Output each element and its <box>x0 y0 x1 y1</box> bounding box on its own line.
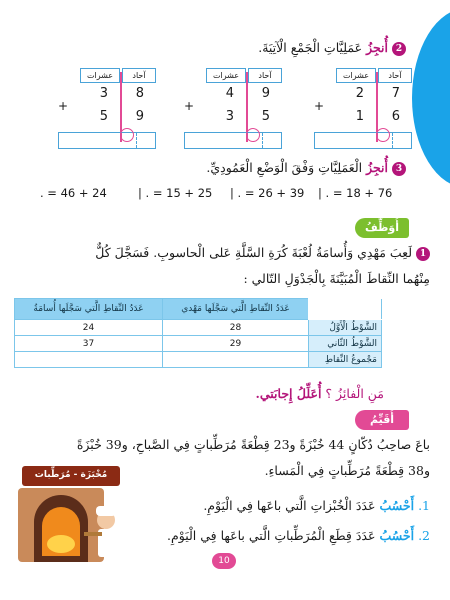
scores-table <box>14 298 382 368</box>
units-header: آحاد <box>248 68 282 83</box>
bakery-sign: مُخْبَزَة - مُرَطِّبات <box>34 470 108 480</box>
section-tag-apply: أُوَظِّفُ <box>355 218 409 238</box>
problem-line: باعَ صاحِبُ دُكّانٍ 44 خُبْزَةً و23 قِطْعَةً مُرَطِّباتٍ فِي الصَّباحِ، و39 خُبْزَةً <box>76 437 430 452</box>
problem-number-badge: 1 <box>416 247 430 261</box>
question-text: مَنِ الْفائِزُ ؟ <box>325 386 384 401</box>
row-label: مَجْموعُ النِّقاطِ <box>309 352 382 368</box>
question-2 <box>167 528 430 543</box>
digit: 5 <box>99 109 108 124</box>
decorative-blue-arc <box>412 8 450 188</box>
row-label: الشَّوْطُ الْأَوَّلُ <box>309 320 382 336</box>
answer-box[interactable] <box>58 132 156 149</box>
cell-osama-total[interactable] <box>15 352 163 368</box>
problem-line: و38 قِطْعَةً مُرَطِّباتٍ فِي الْمَساءِ. <box>264 463 430 478</box>
cell-osama: 24 <box>15 320 163 336</box>
digit: 7 <box>391 86 400 101</box>
question-verb: أَحْسُبُ <box>379 528 415 543</box>
exercise-instruction: عَمَلِيَّاتِ الْجَمْعِ الْآتِيَةَ. <box>258 40 363 55</box>
digit: 3 <box>99 86 108 101</box>
question-text: عَدَدَ الْخُبْزاتِ الَّتي باعَها فِي الْيَوْمِ. <box>203 498 376 513</box>
digit: 2 <box>355 86 364 101</box>
bakery-image <box>14 466 126 566</box>
row-label: الشَّوْطُ الثّاني <box>309 336 382 352</box>
question-number: 1. <box>418 498 430 513</box>
winner-question <box>256 386 385 401</box>
answer-box[interactable] <box>184 132 282 149</box>
addition-block-1 <box>314 62 414 152</box>
table-row <box>15 352 382 368</box>
exercise-number-badge: 2 <box>392 42 406 56</box>
tens-header: عشرات <box>206 68 246 83</box>
digit: 9 <box>135 109 144 124</box>
exercise-verb: أُنجِزُ <box>366 160 389 175</box>
question-text: عَدَدَ قِطَعِ الْمُرَطِّباتِ الَّتي باعَها فِي الْيَوْمِ. <box>167 528 376 543</box>
carry-circle[interactable] <box>120 128 134 142</box>
problem-line: مِنْهُما النِّقاطَ الْمُبَيَّنَةَ بِالْجَدْوَلِ التّالي : <box>243 271 430 286</box>
exercise-2-heading <box>258 40 406 56</box>
answer-box[interactable] <box>314 132 412 149</box>
plus-sign: + <box>314 99 325 113</box>
exercise-3-heading <box>206 160 406 176</box>
plus-sign: + <box>184 99 195 113</box>
cell-mahdi-total[interactable] <box>163 352 309 368</box>
cell-osama: 37 <box>15 336 163 352</box>
digit: 1 <box>355 109 364 124</box>
digit: 5 <box>261 109 270 124</box>
column-header-mahdi: عَدَدُ النِّقاطِ الَّتي سَجَّلَها مَهْدي <box>163 299 309 320</box>
digit: 8 <box>135 86 144 101</box>
horizontal-operation: . = 46 + 24 <box>40 186 107 200</box>
tens-header: عشرات <box>336 68 376 83</box>
bakery-illustration <box>14 466 126 566</box>
horizontal-operation: | . = 18 + 76 <box>318 186 393 200</box>
digit: 3 <box>225 109 234 124</box>
units-header: آحاد <box>378 68 412 83</box>
exercise-instruction: الْعَمَلِيَّاتِ وَفْقَ الْوَضْعِ الْعَمُودِيِّ. <box>206 160 363 175</box>
tens-header: عشرات <box>80 68 120 83</box>
exercise-verb: أُنجِزُ <box>366 40 389 55</box>
horizontal-operation: | . = 26 + 39 <box>230 186 305 200</box>
carry-circle[interactable] <box>246 128 260 142</box>
problem-1-text <box>95 240 430 292</box>
digit: 6 <box>391 109 400 124</box>
exercise-number-badge: 3 <box>392 162 406 176</box>
question-1 <box>203 498 430 513</box>
page-number: 10 <box>212 553 236 569</box>
table-row <box>15 320 382 336</box>
digit: 9 <box>261 86 270 101</box>
horizontal-operation: | . = 15 + 25 <box>138 186 213 200</box>
problem-2-text <box>77 432 430 484</box>
table-row <box>15 336 382 352</box>
addition-block-3 <box>58 62 158 152</box>
addition-block-2 <box>184 62 284 152</box>
units-header: آحاد <box>122 68 156 83</box>
plus-sign: + <box>58 99 69 113</box>
cell-mahdi: 28 <box>163 320 309 336</box>
problem-line: لَعِبَ مَهْدِي وَأُسامَةُ لُعْبَةَ كُرَةِ السَّلَّةِ عَلى الْحاسوبِ. فَسَجَّلَ كُلٌّ <box>95 245 413 260</box>
question-verb: أَحْسُبُ <box>379 498 415 513</box>
carry-circle[interactable] <box>376 128 390 142</box>
section-tag-evaluate: أُقَيِّمُ <box>355 410 409 430</box>
table-corner <box>309 299 382 320</box>
justify-text: أُعَلِّلُ إِجابَتي. <box>255 386 322 401</box>
cell-mahdi: 29 <box>163 336 309 352</box>
question-number: 2. <box>418 528 430 543</box>
column-header-osama: عَدَدُ النِّقاطِ الَّتي سَجَّلَها أُسامَةُ <box>15 299 163 320</box>
digit: 4 <box>225 86 234 101</box>
